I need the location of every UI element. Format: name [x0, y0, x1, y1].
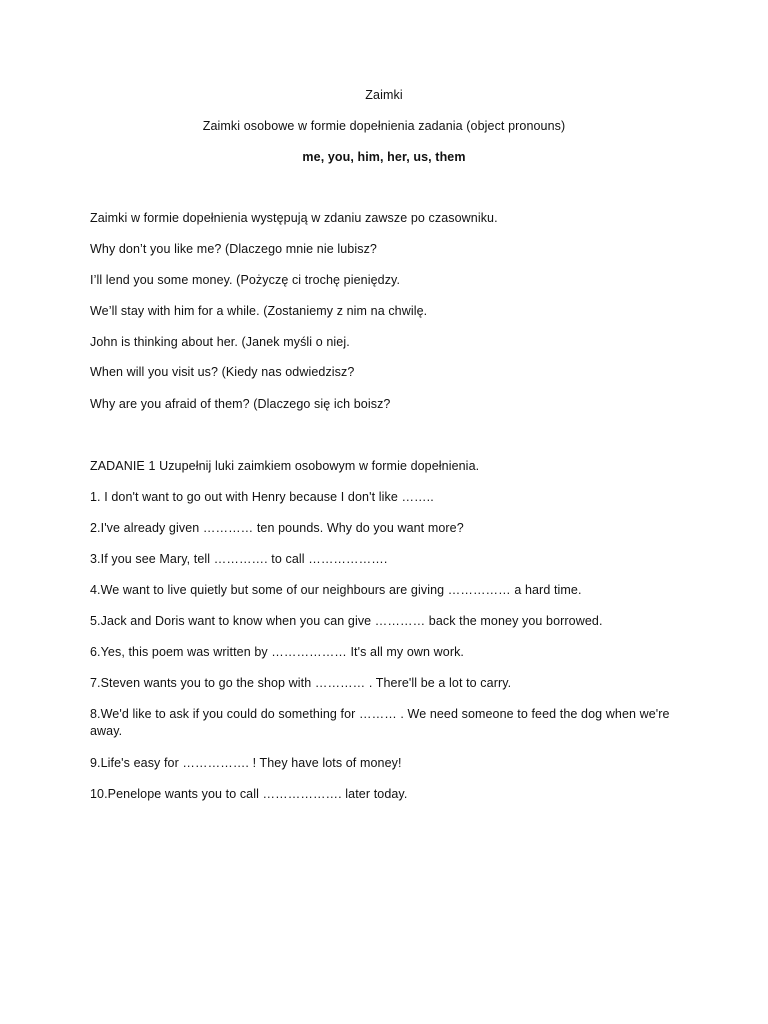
example-sentence: We’ll stay with him for a while. (Zostaniemy z nim na chwilę. — [90, 304, 428, 318]
example-sentence: I’ll lend you some money. (Pożyczę ci trochę pieniędzy. — [90, 273, 401, 287]
example-sentence: When will you visit us? (Kiedy nas odwiedzisz? — [90, 365, 355, 379]
pronoun-list: me, you, him, her, us, them — [302, 150, 466, 164]
exercise-item: 2.I've already given ………… ten pounds. Why do you want more? — [90, 521, 464, 535]
exercise-item: 4.We want to live quietly but some of our neighbours are giving …………… a hard time. — [90, 583, 582, 597]
document-title: Zaimki — [365, 88, 403, 102]
exercise-item: 3.If you see Mary, tell …………. to call ………………. — [90, 552, 388, 566]
exercise-item: 8.We'd like to ask if you could do something for ……… . We need someone to feed the dog when we're away. — [90, 707, 670, 738]
exercise-item: 9.Life's easy for ……………. ! They have lots of money! — [90, 756, 402, 770]
example-sentence: Why are you afraid of them? (Dlaczego się ich boisz? — [90, 397, 391, 411]
exercise-heading: ZADANIE 1 Uzupełnij luki zaimkiem osobowym w formie dopełnienia. — [90, 459, 480, 473]
example-sentence: John is thinking about her. (Janek myśli o niej. — [90, 335, 350, 349]
exercise-item: 1. I don't want to go out with Henry because I don't like …….. — [90, 490, 434, 504]
grammar-rule: Zaimki w formie dopełnienia występują w zdaniu zawsze po czasowniku. — [90, 211, 498, 225]
document-subtitle: Zaimki osobowe w formie dopełnienia zadania (object pronouns) — [202, 119, 566, 133]
exercise-item: 10.Penelope wants you to call ………………. later today. — [90, 787, 408, 801]
exercise-item: 7.Steven wants you to go the shop with ………… . There'll be a lot to carry. — [90, 676, 512, 690]
exercise-item: 6.Yes, this poem was written by ……………… It's all my own work. — [90, 645, 465, 659]
exercise-item: 5.Jack and Doris want to know when you can give ………… back the money you borrowed. — [90, 614, 603, 628]
example-sentence: Why don’t you like me? (Dlaczego mnie nie lubisz? — [90, 242, 377, 256]
